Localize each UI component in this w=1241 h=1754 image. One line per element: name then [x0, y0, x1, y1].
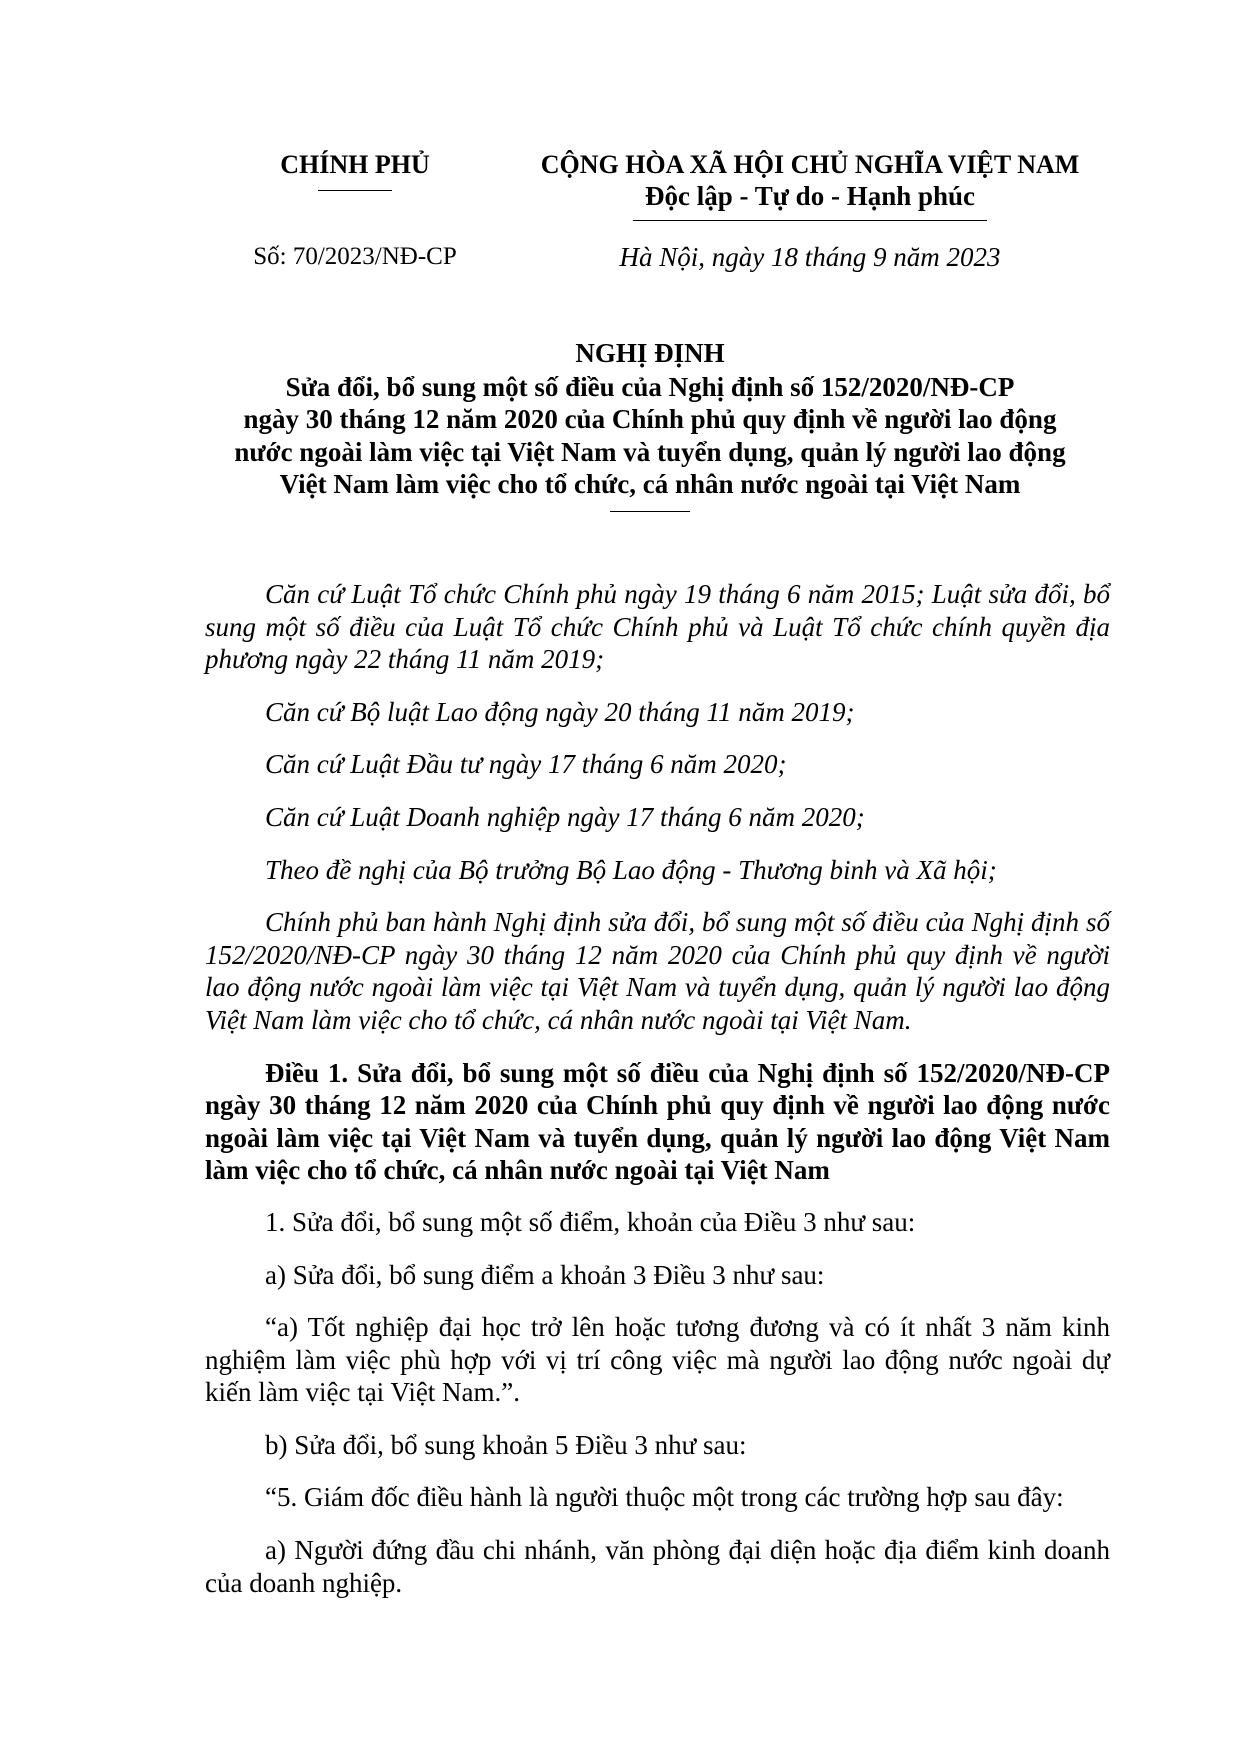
title-divider — [610, 511, 690, 512]
national-motto: Độc lập - Tự do - Hạnh phúc — [644, 181, 976, 211]
national-title-block — [520, 150, 1100, 221]
document-body — [205, 578, 1110, 1619]
motto-underline — [633, 220, 987, 221]
preamble-paragraph: Theo đề nghị của Bộ trưởng Bộ Lao động - Thương binh và Xã hội; — [265, 854, 997, 885]
preamble-paragraph: Căn cứ Luật Doanh nghiệp ngày 17 tháng 6 năm 2020; — [265, 801, 865, 832]
article-paragraph: 1. Sửa đổi, bổ sung một số điểm, khoản của Điều 3 như sau: — [265, 1206, 916, 1237]
preamble-paragraph: Căn cứ Luật Tổ chức Chính phủ ngày 19 tháng 6 năm 2015; Luật sửa đổi, bổ sung một số điều của Luật Tổ chức Chính phủ và Luật Tổ chức chính quyền địa phương ngày 22 tháng 11 năm 2019; — [205, 579, 1110, 675]
article-1-heading: Điều 1. Sửa đổi, bổ sung một số điều của Nghị định số 152/2020/NĐ-CP ngày 30 tháng 12 năm 2020 của Chính phủ quy định về người lao động nước ngoài làm việc tại Việt Nam và tuyển dụng, quản lý người lao động Việt Nam làm việc cho tổ chức, cá nhân nước ngoài tại Việt Nam — [205, 1057, 1110, 1186]
preamble-paragraph: Căn cứ Luật Đầu tư ngày 17 tháng 6 năm 2020; — [265, 749, 787, 780]
issuing-agency-block — [210, 150, 500, 191]
decree-title-block — [200, 338, 1100, 512]
article-paragraph: “a) Tốt nghiệp đại học trở lên hoặc tương đương và có ít nhất 3 năm kinh nghiệm làm việc phù hợp với vị trí công việc mà người lao động nước ngoài dự kiến làm việc tại Việt Nam.”. — [205, 1312, 1110, 1408]
article-paragraph: b) Sửa đổi, bổ sung khoản 5 Điều 3 như sau: — [265, 1429, 747, 1460]
preamble-paragraph: Căn cứ Bộ luật Lao động ngày 20 tháng 11 năm 2019; — [265, 696, 855, 727]
country-name: CỘNG HÒA XÃ HỘI CHỦ NGHĨA VIỆT NAM — [540, 150, 1080, 179]
enactment-clause: Chính phủ ban hành Nghị định sửa đổi, bổ sung một số điều của Nghị định số 152/2020/NĐ-CP ngày 30 tháng 12 năm 2020 của Chính phủ quy định về người lao động nước ngoài làm việc tại Việt Nam và tuyển dụng, quản lý người lao động Việt Nam làm việc cho tổ chức, cá nhân nước ngoài tại Việt Nam. — [205, 907, 1110, 1035]
decree-subject-line: nước ngoài làm việc tại Việt Nam và tuyển dụng, quản lý người lao động — [234, 436, 1066, 467]
decree-subject-line: ngày 30 tháng 12 năm 2020 của Chính phủ quy định về người lao động — [243, 404, 1057, 435]
document-date: Hà Nội, ngày 18 tháng 9 năm 2023 — [619, 242, 1001, 272]
issuing-agency: CHÍNH PHỦ — [280, 150, 430, 179]
decree-subject-line: Việt Nam làm việc cho tổ chức, cá nhân nước ngoài tại Việt Nam — [279, 468, 1021, 499]
agency-underline — [318, 190, 392, 191]
decree-subject-line: Sửa đổi, bổ sung một số điều của Nghị định số 152/2020/NĐ-CP — [285, 372, 1015, 402]
document-number: Số: 70/2023/NĐ-CP — [253, 243, 457, 270]
decree-type: NGHỊ ĐỊNH — [575, 338, 725, 368]
article-paragraph: “5. Giám đốc điều hành là người thuộc một trong các trường hợp sau đây: — [265, 1482, 1064, 1513]
article-paragraph: a) Người đứng đầu chi nhánh, văn phòng đại diện hoặc địa điểm kinh doanh của doanh nghiệp. — [205, 1535, 1110, 1598]
article-paragraph: a) Sửa đổi, bổ sung điểm a khoản 3 Điều 3 như sau: — [265, 1259, 825, 1290]
